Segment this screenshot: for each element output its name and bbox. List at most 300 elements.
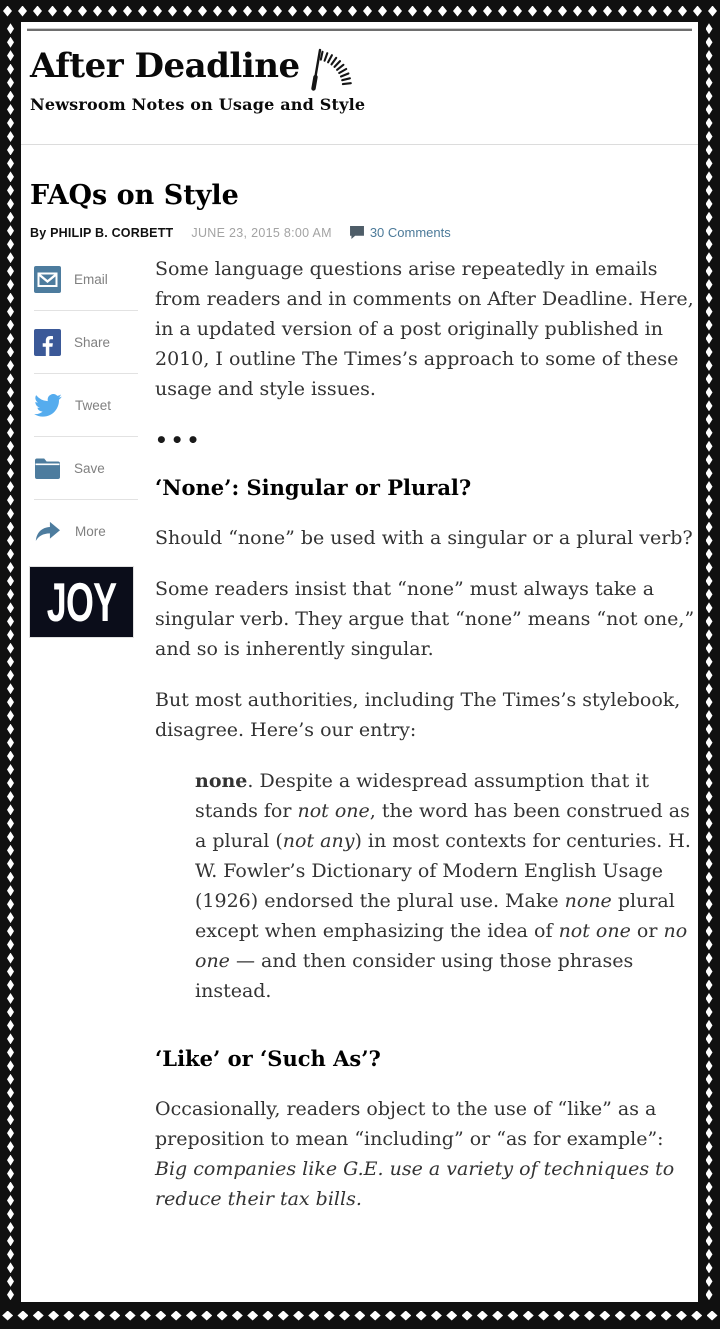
diamond xyxy=(7,1020,14,1031)
diamond xyxy=(7,185,14,196)
diamond xyxy=(7,885,14,896)
diamond xyxy=(33,1311,44,1321)
diamond xyxy=(7,737,14,748)
diamond xyxy=(63,6,72,17)
share-tweet-button[interactable] xyxy=(34,374,138,437)
diamond xyxy=(7,710,14,721)
diamond xyxy=(7,939,14,950)
diamond xyxy=(7,225,14,236)
diamond xyxy=(706,912,713,923)
diamond xyxy=(706,791,713,802)
diamond xyxy=(7,171,14,182)
diamond xyxy=(7,926,14,937)
diamond xyxy=(706,104,713,115)
diamond xyxy=(706,575,713,586)
diamond xyxy=(7,616,14,627)
section-heading: ‘None’: Singular or Plural? xyxy=(155,475,472,500)
diamond xyxy=(7,980,14,991)
diamond xyxy=(706,118,713,129)
diamond xyxy=(183,6,192,17)
diamond xyxy=(370,1311,381,1321)
diamond xyxy=(706,1276,713,1287)
diamond xyxy=(7,535,14,546)
diamond xyxy=(400,1311,411,1321)
diamond xyxy=(7,670,14,681)
diamond xyxy=(7,77,14,88)
diamond xyxy=(7,427,14,438)
diamond xyxy=(663,6,672,17)
diamond xyxy=(706,360,713,371)
diamond xyxy=(706,656,713,667)
diamond xyxy=(7,468,14,479)
diamond xyxy=(706,320,713,331)
diamond xyxy=(278,1311,289,1321)
diamond xyxy=(706,616,713,627)
diamond xyxy=(528,6,537,17)
diamond xyxy=(706,1060,713,1071)
diamond xyxy=(258,6,267,17)
diamond xyxy=(7,912,14,923)
byline-row xyxy=(30,225,451,240)
diamond xyxy=(7,64,14,75)
diamond xyxy=(706,1047,713,1058)
diamond xyxy=(706,37,713,48)
diamond xyxy=(109,1311,120,1321)
diamond xyxy=(538,1311,549,1321)
diamond xyxy=(7,495,14,506)
diamond xyxy=(706,535,713,546)
diamond xyxy=(7,1087,14,1098)
top-rule xyxy=(27,28,692,31)
diamond xyxy=(706,939,713,950)
diamond xyxy=(477,1311,488,1321)
diamond xyxy=(7,629,14,640)
diamond xyxy=(706,400,713,411)
diamond xyxy=(7,346,14,357)
diamond xyxy=(18,6,27,17)
diamond xyxy=(153,6,162,17)
diamond xyxy=(558,6,567,17)
diamond xyxy=(7,724,14,735)
blog-tagline: Newsroom Notes on Usage and Style xyxy=(30,95,366,114)
diamond xyxy=(706,522,713,533)
diamond xyxy=(706,724,713,735)
diamond xyxy=(7,306,14,317)
diamond xyxy=(7,602,14,613)
diamond xyxy=(7,1168,14,1179)
diamond xyxy=(155,1311,166,1321)
diamond xyxy=(7,589,14,600)
diamond xyxy=(706,1074,713,1085)
diamond xyxy=(393,6,402,17)
share-label: Tweet xyxy=(75,397,112,413)
diamond xyxy=(706,185,713,196)
diamond xyxy=(706,602,713,613)
save-folder-icon xyxy=(34,457,61,480)
comments-count: 30 Comments xyxy=(369,225,451,240)
diamond xyxy=(7,387,14,398)
diamond xyxy=(318,6,327,17)
diamond xyxy=(339,1311,350,1321)
diamond xyxy=(186,1311,197,1321)
diamond xyxy=(7,656,14,667)
diamond xyxy=(48,1311,59,1321)
diamond xyxy=(706,414,713,425)
diamond xyxy=(468,6,477,17)
diamond xyxy=(483,6,492,17)
diamond xyxy=(492,1311,503,1321)
diamond xyxy=(94,1311,105,1321)
diamond xyxy=(7,1047,14,1058)
diamond xyxy=(633,6,642,17)
diamond xyxy=(706,1222,713,1233)
header-divider xyxy=(21,144,698,145)
diamond xyxy=(7,441,14,452)
diamond xyxy=(7,1222,14,1233)
diamond xyxy=(706,427,713,438)
diamond xyxy=(462,1311,473,1321)
diamond xyxy=(706,293,713,304)
diamond xyxy=(3,6,12,17)
diamond xyxy=(7,1249,14,1260)
diamond xyxy=(2,1311,13,1321)
diamond xyxy=(706,818,713,829)
diamond xyxy=(303,6,312,17)
diamond xyxy=(7,777,14,788)
diamond xyxy=(7,1182,14,1193)
diamond xyxy=(431,1311,442,1321)
diamond xyxy=(498,6,507,17)
diamond xyxy=(706,1141,713,1152)
diamond xyxy=(79,1311,90,1321)
diamond xyxy=(7,1235,14,1246)
article-paragraph: Should “none” be used with a singular or a plural verb? xyxy=(155,527,693,549)
diamond xyxy=(232,1311,243,1321)
diamond xyxy=(7,414,14,425)
diamond xyxy=(438,6,447,17)
diamond xyxy=(584,1311,595,1321)
gauge-needle-icon xyxy=(305,42,355,92)
diamond xyxy=(33,6,42,17)
diamond xyxy=(706,1235,713,1246)
diamond xyxy=(706,454,713,465)
diamond xyxy=(706,1168,713,1179)
diamond xyxy=(706,1195,713,1206)
diamond xyxy=(7,23,14,34)
diamond xyxy=(171,1311,182,1321)
diamond xyxy=(93,6,102,17)
diamond xyxy=(706,1155,713,1166)
diamond xyxy=(140,1311,151,1321)
diamond xyxy=(378,6,387,17)
diamond xyxy=(7,697,14,708)
diamond xyxy=(48,6,57,17)
email-icon xyxy=(34,266,61,293)
diamond xyxy=(543,6,552,17)
diamond xyxy=(7,966,14,977)
diamond xyxy=(7,400,14,411)
diamond xyxy=(706,77,713,88)
border-left-diamonds xyxy=(0,22,21,1302)
diamond xyxy=(706,549,713,560)
diamond xyxy=(706,481,713,492)
diamond xyxy=(7,91,14,102)
diamond xyxy=(7,791,14,802)
diamond xyxy=(706,670,713,681)
diamond xyxy=(648,6,657,17)
diamond xyxy=(706,333,713,344)
diamond xyxy=(706,899,713,910)
article-body xyxy=(155,254,695,1235)
diamond xyxy=(7,1114,14,1125)
diamond xyxy=(706,131,713,142)
diamond xyxy=(273,6,282,17)
article-paragraph: Some readers insist that “none” must always take a singular verb. They argue that “none” means “not one,” and so is inherently singular. xyxy=(155,578,695,660)
diamond xyxy=(706,804,713,815)
share-label: Save xyxy=(74,460,105,476)
diamond xyxy=(507,1311,518,1321)
byline: By PHILIP B. CORBETT xyxy=(30,225,174,240)
diamond xyxy=(569,1311,580,1321)
diamond xyxy=(691,1311,702,1321)
diamond xyxy=(706,171,713,182)
diamond xyxy=(243,6,252,17)
diamond xyxy=(706,629,713,640)
diamond xyxy=(706,1182,713,1193)
blog-title[interactable]: After Deadline xyxy=(30,46,300,86)
diamond xyxy=(416,1311,427,1321)
diamond xyxy=(706,926,713,937)
joy-ad[interactable] xyxy=(29,566,134,638)
diamond xyxy=(706,346,713,357)
diamond xyxy=(7,845,14,856)
diamond xyxy=(7,279,14,290)
diamond xyxy=(706,441,713,452)
diamond xyxy=(7,212,14,223)
diamond xyxy=(706,387,713,398)
diamond xyxy=(706,697,713,708)
article-paragraph: Occasionally, readers object to the use of “like” as a preposition to mean “including” or “as for example”: Big companies like G.E. use a variety of techniques to reduce their tax bills. xyxy=(155,1098,675,1210)
diamond xyxy=(446,1311,457,1321)
diamond xyxy=(348,6,357,17)
diamond xyxy=(618,6,627,17)
diamond xyxy=(706,710,713,721)
diamond xyxy=(706,50,713,61)
share-label: Share xyxy=(74,334,111,350)
diamond xyxy=(108,6,117,17)
diamond xyxy=(706,764,713,775)
diamond xyxy=(324,1311,335,1321)
diamond xyxy=(7,953,14,964)
diamond xyxy=(7,266,14,277)
diamond xyxy=(7,1128,14,1139)
article-paragraph: But most authorities, including The Times’s stylebook, disagree. Here’s our entry: xyxy=(155,689,681,741)
diamond xyxy=(588,6,597,17)
diamond xyxy=(706,23,713,34)
page xyxy=(21,22,698,1302)
diamond xyxy=(7,198,14,209)
diamond xyxy=(693,6,702,17)
diamond xyxy=(599,1311,610,1321)
diamond xyxy=(308,1311,319,1321)
diamond xyxy=(7,549,14,560)
diamond xyxy=(706,495,713,506)
diamond xyxy=(7,993,14,1004)
diamond xyxy=(7,683,14,694)
article-title: FAQs on Style xyxy=(30,180,239,211)
diamond xyxy=(7,522,14,533)
diamond xyxy=(125,1311,136,1321)
diamond xyxy=(7,1101,14,1112)
diamond xyxy=(198,6,207,17)
diamond xyxy=(138,6,147,17)
diamond xyxy=(7,481,14,492)
diamond xyxy=(7,1276,14,1287)
diamond xyxy=(676,1311,687,1321)
border-top-diamonds xyxy=(0,0,720,22)
diamond xyxy=(7,562,14,573)
diamond xyxy=(706,1249,713,1260)
diamond xyxy=(7,575,14,586)
diamond xyxy=(706,468,713,479)
article-paragraph: Some language questions arise repeatedly in emails from readers and in comments on After Deadline. Here, in a updated version of a post originally published in 2010, I outline The Times’s approach to some of these usage and style issues. xyxy=(155,258,694,400)
diamond xyxy=(707,1311,718,1321)
diamond xyxy=(7,252,14,263)
share-arrow-icon xyxy=(34,520,62,543)
joy-ad-text: JOY xyxy=(46,571,117,633)
diamond xyxy=(7,50,14,61)
diamond xyxy=(706,858,713,869)
publish-date: JUNE 23, 2015 8:00 AM xyxy=(191,225,332,240)
diamond xyxy=(706,831,713,842)
share-save-button[interactable] xyxy=(34,437,138,500)
diamond xyxy=(706,91,713,102)
diamond xyxy=(17,1311,28,1321)
diamond xyxy=(7,1074,14,1085)
diamond xyxy=(201,1311,212,1321)
diamond xyxy=(706,239,713,250)
diamond xyxy=(706,279,713,290)
diamond xyxy=(7,831,14,842)
diamond xyxy=(706,683,713,694)
diamond xyxy=(262,1311,273,1321)
diamond xyxy=(7,1289,14,1300)
share-rail xyxy=(34,248,138,562)
diamond xyxy=(7,131,14,142)
diamond xyxy=(615,1311,626,1321)
twitter-icon xyxy=(34,394,62,417)
facebook-icon xyxy=(34,329,61,356)
diamond xyxy=(7,144,14,155)
diamond xyxy=(706,198,713,209)
diamond xyxy=(706,777,713,788)
stylebook-entry: none. Despite a widespread assumption that it stands for not one, the word has been construed as a plural (not any) in most contexts for centuries. H. W. Fowler’s Dictionary of Modern English Usage (1926) endorsed the plural use. Make none plural except when emphasizing the idea of not one or no one — and then consider using those phrases instead. xyxy=(195,770,691,1002)
border-right-diamonds xyxy=(698,22,720,1302)
share-more-button[interactable] xyxy=(34,500,138,562)
diamond xyxy=(247,1311,258,1321)
diamond xyxy=(7,1208,14,1219)
diamond xyxy=(706,64,713,75)
share-label: Email xyxy=(74,271,108,287)
diamond xyxy=(7,764,14,775)
diamond xyxy=(7,1155,14,1166)
diamond xyxy=(706,1087,713,1098)
diamond xyxy=(217,1311,228,1321)
diamond xyxy=(706,508,713,519)
diamond xyxy=(7,239,14,250)
diamond xyxy=(706,643,713,654)
diamond xyxy=(553,1311,564,1321)
diamond xyxy=(706,266,713,277)
diamond xyxy=(7,104,14,115)
diamond xyxy=(7,751,14,762)
diamond xyxy=(63,1311,74,1321)
diamond xyxy=(706,589,713,600)
diamond xyxy=(408,6,417,17)
diamond xyxy=(661,1311,672,1321)
diamond xyxy=(706,737,713,748)
diamond xyxy=(706,1020,713,1031)
comments-link[interactable] xyxy=(350,225,451,240)
blog-header[interactable] xyxy=(30,46,365,114)
diamond xyxy=(7,1195,14,1206)
diamond xyxy=(354,1311,365,1321)
section-heading: ‘Like’ or ‘Such As’? xyxy=(155,1046,381,1071)
diamond xyxy=(513,6,522,17)
diamond xyxy=(7,1262,14,1273)
diamond xyxy=(706,212,713,223)
diamond xyxy=(7,293,14,304)
diamond xyxy=(678,6,687,17)
diamond xyxy=(708,6,717,17)
diamond xyxy=(7,1141,14,1152)
diamond xyxy=(7,37,14,48)
speech-bubble-icon xyxy=(350,226,364,239)
diamond xyxy=(7,320,14,331)
diamond xyxy=(7,454,14,465)
share-email-button[interactable] xyxy=(34,248,138,311)
diamond xyxy=(7,158,14,169)
diamond xyxy=(7,643,14,654)
diamond xyxy=(706,1033,713,1044)
diamond xyxy=(7,872,14,883)
diamond xyxy=(706,980,713,991)
section-divider: ••• xyxy=(155,428,203,452)
share-label: More xyxy=(75,523,106,539)
diamond xyxy=(7,858,14,869)
diamond xyxy=(523,1311,534,1321)
diamond xyxy=(706,1114,713,1125)
diamond xyxy=(123,6,132,17)
diamond xyxy=(706,252,713,263)
diamond xyxy=(706,1006,713,1017)
diamond xyxy=(7,818,14,829)
diamond xyxy=(630,1311,641,1321)
diamond xyxy=(7,899,14,910)
diamond xyxy=(385,1311,396,1321)
diamond xyxy=(7,1060,14,1071)
border-bottom-diamonds xyxy=(0,1302,720,1329)
diamond xyxy=(706,225,713,236)
diamond xyxy=(333,6,342,17)
diamond xyxy=(706,751,713,762)
diamond xyxy=(7,508,14,519)
diamond xyxy=(706,306,713,317)
diamond xyxy=(78,6,87,17)
diamond xyxy=(7,1033,14,1044)
share-share-button[interactable] xyxy=(34,311,138,374)
diamond xyxy=(7,360,14,371)
